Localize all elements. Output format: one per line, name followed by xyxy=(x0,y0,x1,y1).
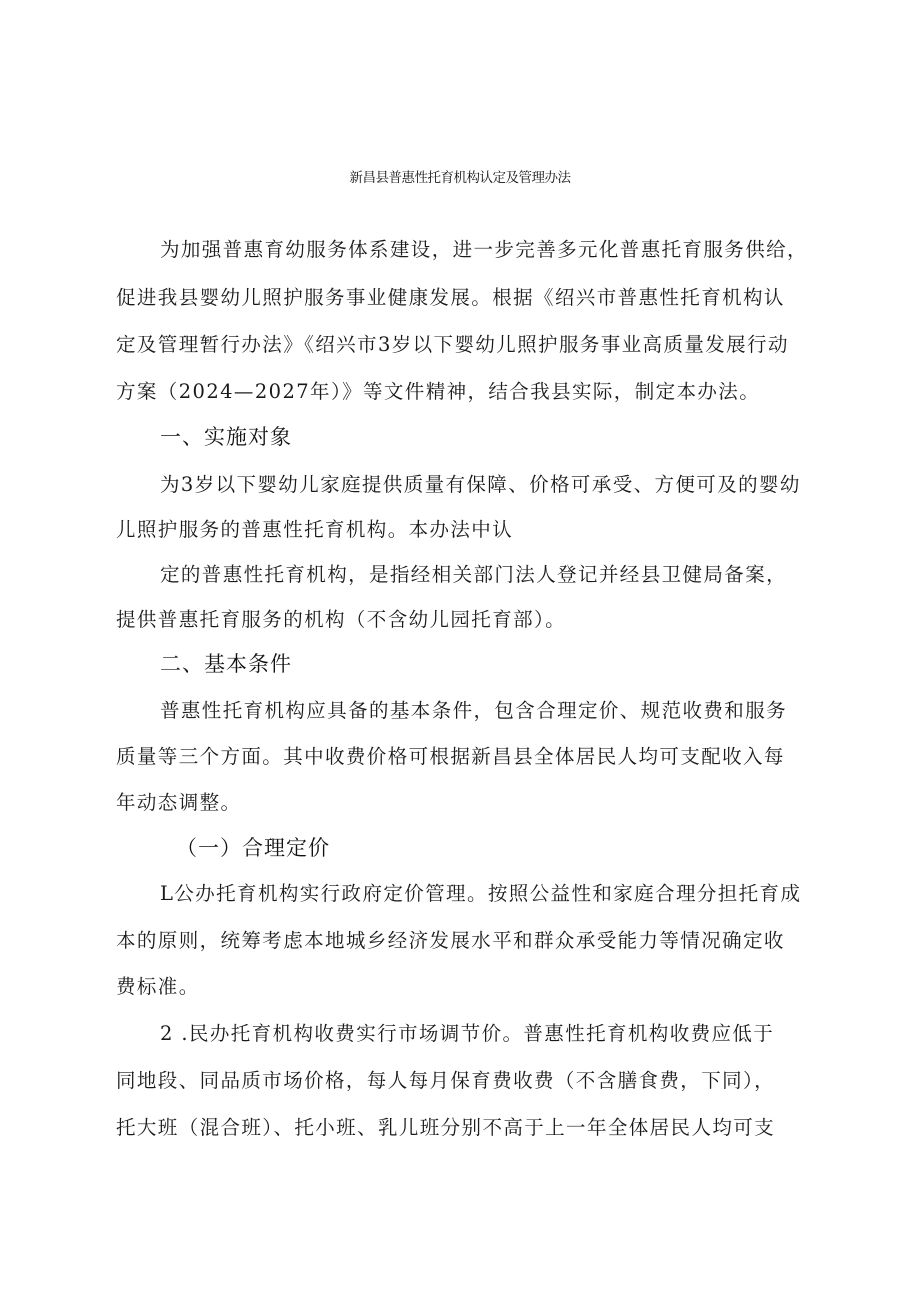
section1-line-3: 定的普惠性托育机构，是指经相关部门法人登记并经县卫健局备案， xyxy=(160,563,788,586)
section2-line-3: 年动态调整。 xyxy=(116,791,242,814)
item2-line-3: 托大班（混合班）、托小班、乳儿班分别不高于上一年全体居民人均可支 xyxy=(116,1116,776,1139)
item2-line-2: 同地段、同品质市场价格，每人每月保育费收费（不含膳食费，下同）， xyxy=(116,1069,776,1092)
section1-line-2: 儿照护服务的普惠性托育机构。本办法中认 xyxy=(116,518,514,541)
section1-line-1: 为3岁以下婴幼儿家庭提供质量有保障、价格可承受、方便可及的婴幼 xyxy=(160,473,801,496)
item1-line-2: 本的原则，统筹考虑本地城乡经济发展水平和群众承受能力等情况确定收 xyxy=(116,929,785,952)
subsection-heading-1: （一）合理定价 xyxy=(176,836,330,860)
section2-line-2: 质量等三个方面。其中收费价格可根据新昌县全体居民人均可支配收入每 xyxy=(116,745,785,768)
item1-line-3: 费标准。 xyxy=(116,975,200,998)
section-heading-2: 二、基本条件 xyxy=(160,652,292,676)
document-title: 新昌县普惠性托育机构认定及管理办法 xyxy=(349,170,571,186)
item1-line-1: L公办托育机构实行政府定价管理。按照公益性和家庭合理分担托育成 xyxy=(160,882,802,905)
intro-line-3: 定及管理暂行办法》《绍兴市3岁以下婴幼儿照护服务事业高质量发展行动 xyxy=(116,333,789,356)
section-heading-1: 一、实施对象 xyxy=(160,425,292,449)
section2-line-1: 普惠性托育机构应具备的基本条件，包含合理定价、规范收费和服务 xyxy=(160,699,788,722)
intro-line-1: 为加强普惠育幼服务体系建设，进一步完善多元化普惠托育服务供给， xyxy=(160,238,808,261)
item2-line-1: 2 .民办托育机构收费实行市场调节价。普惠性托育机构收费应低于 xyxy=(160,1022,775,1045)
section1-line-4: 提供普惠托育服务的机构（不含幼儿园托育部）。 xyxy=(116,608,567,631)
intro-line-4: 方案（2024—2027年）》等文件精神，结合我县实际，制定本办法。 xyxy=(116,380,761,403)
intro-line-2: 促进我县婴幼儿照护服务事业健康发展。根据《绍兴市普惠性托育机构认 xyxy=(116,286,785,309)
